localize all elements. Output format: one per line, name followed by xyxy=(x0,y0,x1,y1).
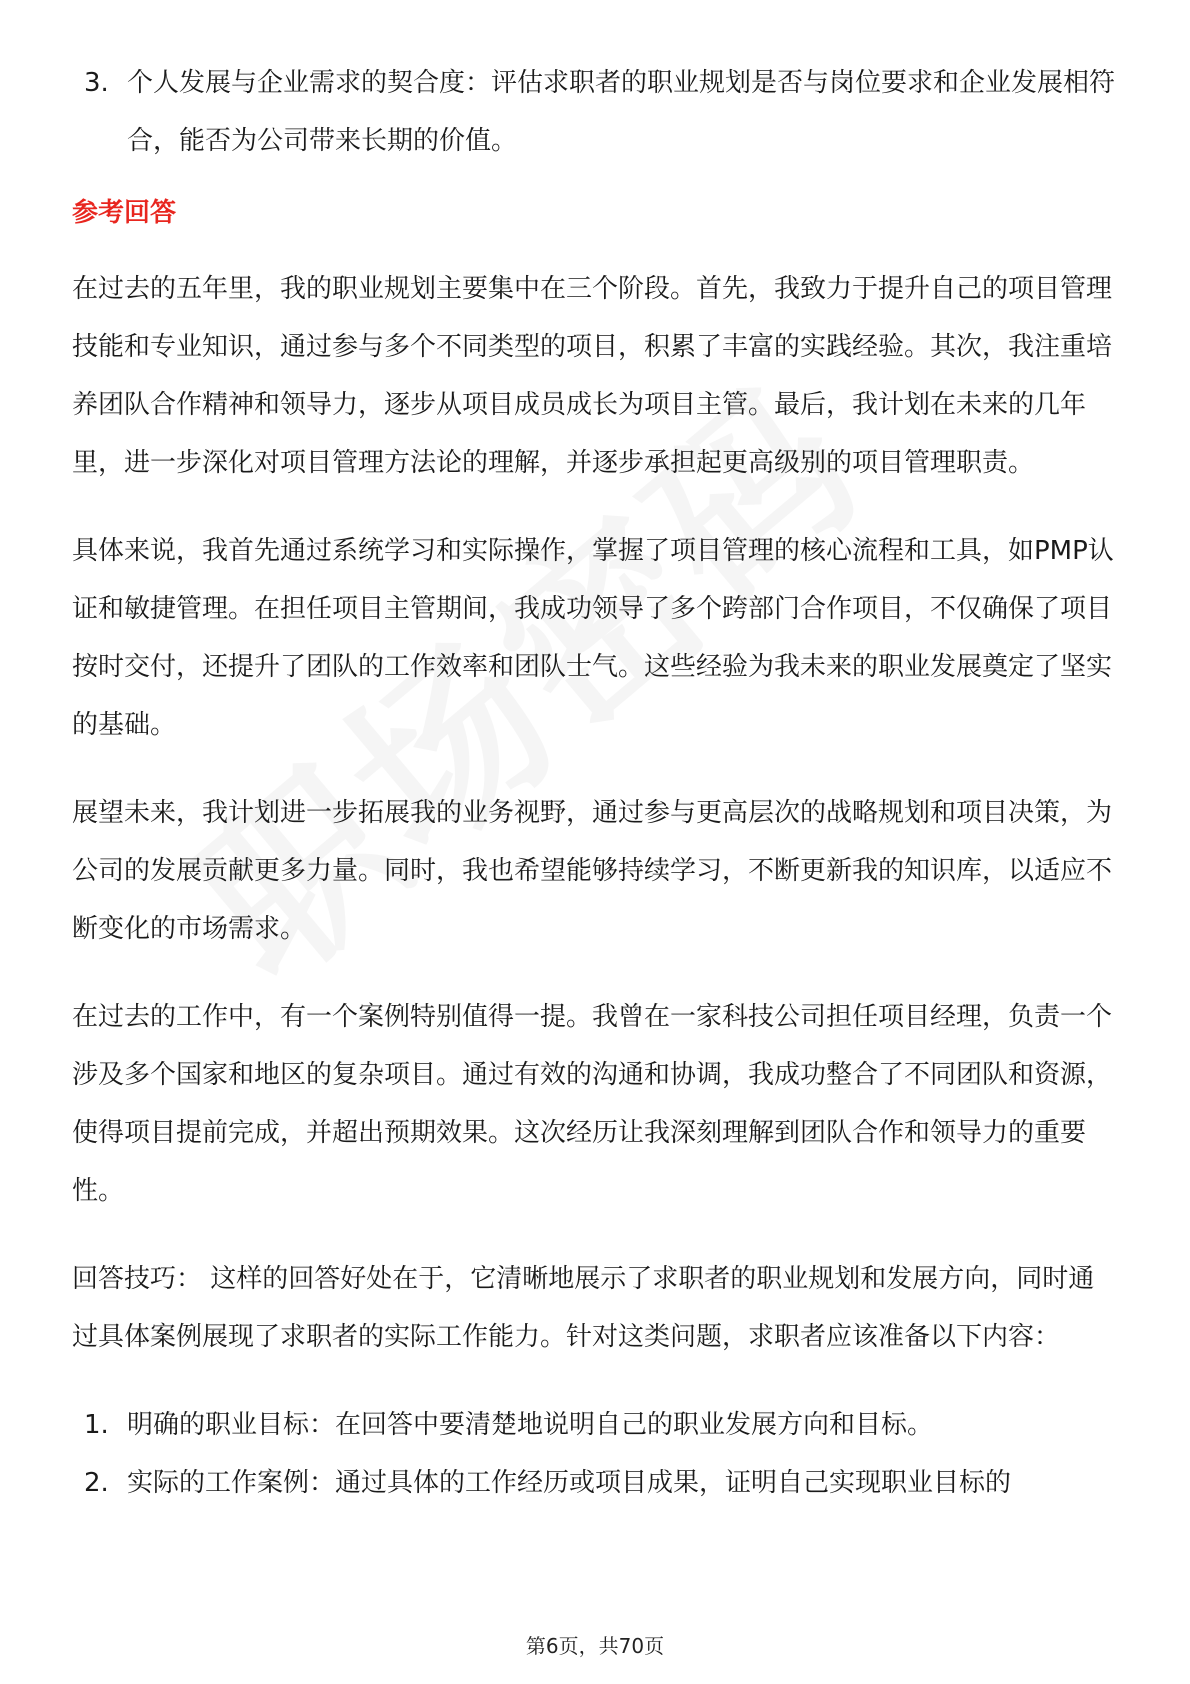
list-item xyxy=(72,1396,1120,1454)
paragraph: 在过去的五年里，我的职业规划主要集中在三个阶段。首先，我致力于提升自己的项目管理技能和专业知识，通过参与多个不同类型的项目，积累了丰富的实践经验。其次，我注重培养团队合作精神和领导力，逐步从项目成员成长为项目主管。最后，我计划在未来的几年里，进一步深化对项目管理方法论的理解，并逐步承担起更高级别的项目管理职责。 xyxy=(72,274,1113,478)
paragraph: 在过去的工作中，有一个案例特别值得一提。我曾在一家科技公司担任项目经理，负责一个涉及多个国家和地区的复杂项目。通过有效的沟通和协调，我成功整合了不同团队和资源，使得项目提前完成，并超出预期效果。这次经历让我深刻理解到团队合作和领导力的重要性。 xyxy=(72,1002,1113,1206)
list-text: 明确的职业目标：在回答中要清楚地说明自己的职业发展方向和目标。 xyxy=(127,1410,934,1440)
list-item xyxy=(72,54,1120,170)
section-heading: 参考回答 xyxy=(72,198,177,228)
page-number-footer: 第6页，共70页 xyxy=(525,1634,665,1658)
list-item xyxy=(72,1454,1120,1512)
list-number: 2. xyxy=(84,1468,109,1498)
paragraph: 具体来说，我首先通过系统学习和实际操作，掌握了项目管理的核心流程和工具，如PMP认证和敏捷管理。在担任项目主管期间，我成功领导了多个跨部门合作项目，不仅确保了项目按时交付，还提升了团队的工作效率和团队士气。这些经验为我未来的职业发展奠定了坚实的基础。 xyxy=(72,536,1114,740)
paragraph: 展望未来，我计划进一步拓展我的业务视野，通过参与更高层次的战略规划和项目决策，为公司的发展贡献更多力量。同时，我也希望能够持续学习，不断更新我的知识库，以适应不断变化的市场需求。 xyxy=(72,798,1113,944)
list-number: 1. xyxy=(84,1410,109,1440)
paragraph: 回答技巧： 这样的回答好处在于，它清晰地展示了求职者的职业规划和发展方向，同时通过具体案例展现了求职者的实际工作能力。针对这类问题，求职者应该准备以下内容： xyxy=(72,1264,1095,1352)
document-body xyxy=(72,54,1120,1512)
list-text: 个人发展与企业需求的契合度：评估求职者的职业规划是否与岗位要求和企业发展相符合，能否为公司带来长期的价值。 xyxy=(127,68,1116,156)
list-number: 3. xyxy=(84,68,109,98)
list-text: 实际的工作案例：通过具体的工作经历或项目成果，证明自己实现职业目标的 xyxy=(127,1468,1012,1498)
